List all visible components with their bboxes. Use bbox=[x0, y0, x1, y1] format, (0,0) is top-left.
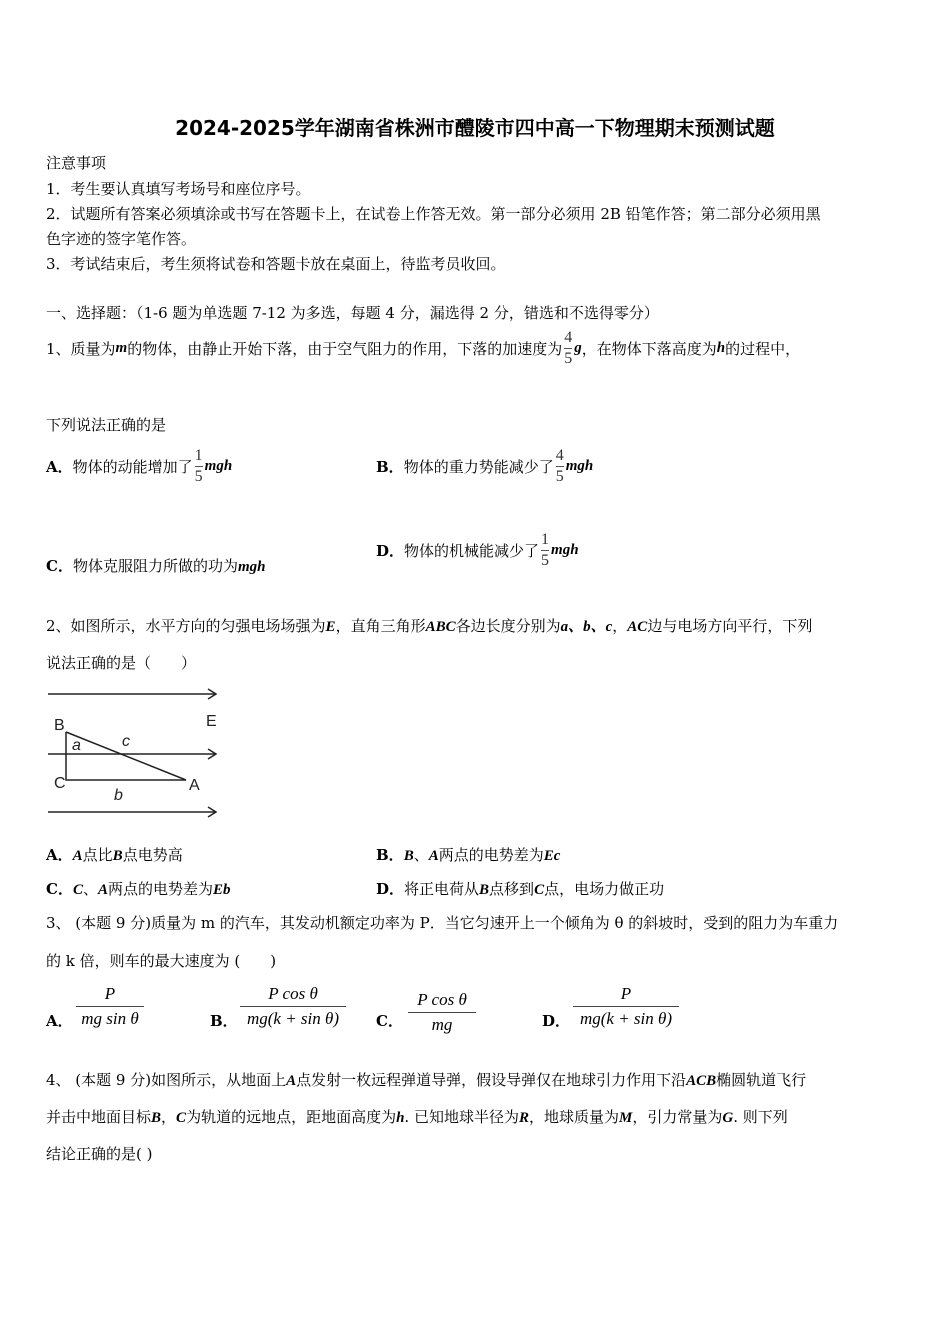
label-C: C bbox=[54, 775, 66, 792]
q2-option-b[interactable]: B．B、A两点的电势差为Ec bbox=[376, 846, 561, 864]
section-heading: 一、选择题：（1-6 题为单选题 7-12 为多选，每题 4 分，漏选得 2 分，错选和不选得零分） bbox=[46, 304, 659, 322]
notice-item-2-cont: 色字迹的签字笔作答。 bbox=[46, 230, 197, 248]
question-4-stem-cont: 并击中地面目标B，C为轨道的远地点，距地面高度为h. 已知地球半径为R，地球质量为M，引力常量为G. 则下列 bbox=[46, 1108, 788, 1126]
q3-option-c-fraction[interactable]: P cos θ mg bbox=[408, 990, 476, 1035]
q2-option-a[interactable]: A．A点比B点电势高 bbox=[46, 846, 183, 864]
question-2-stem: 2、如图所示，水平方向的匀强电场场强为E，直角三角形ABC各边长度分别为a、b、c，AC边与电场方向平行，下列 bbox=[46, 617, 813, 635]
question-1-stem-cont: 下列说法正确的是 bbox=[46, 416, 167, 434]
q3-option-c-label[interactable]: C． bbox=[376, 1012, 403, 1030]
q1-option-b[interactable]: B． 物体的重力势能减少了 $\frac{4}{5}$ mgh bbox=[376, 447, 594, 485]
q2-option-d[interactable]: D．将正电荷从B点移到C点，电场力做正功 bbox=[376, 880, 665, 898]
q1-option-d[interactable]: D． 物体的机械能减少了 $\frac{1}{5}$ mgh bbox=[376, 531, 579, 569]
electric-field-triangle-figure bbox=[46, 682, 226, 822]
question-3-stem-cont: 的 k 倍，则车的最大速度为 ( ) bbox=[46, 952, 277, 970]
page-title: 2024-2025学年湖南省株洲市醴陵市四中高一下物理期末预测试题 bbox=[175, 116, 775, 140]
fraction: $\frac{4}{5}$ bbox=[564, 329, 573, 367]
q1-option-c[interactable]: C．物体克服阻力所做的功为mgh bbox=[46, 557, 266, 575]
notice-heading: 注意事项 bbox=[46, 154, 107, 172]
question-3-stem: 3、 (本题 9 分)质量为 m 的汽车，其发动机额定功率为 P．当它匀速开上一个倾角为 θ 的斜坡时，受到的阻力为车重力 bbox=[46, 914, 839, 932]
label-c: c bbox=[122, 733, 130, 750]
notice-item-2: 2．试题所有答案必须填涂或书写在答题卡上，在试卷上作答无效。第一部分必须用 2B 铅笔作答；第二部分必须用黑 bbox=[46, 205, 821, 223]
notice-item-3: 3．考试结束后，考生须将试卷和答题卡放在桌面上，待监考员收回。 bbox=[46, 255, 506, 273]
question-4-stem: 4、 (本题 9 分)如图所示，从地面上A点发射一枚远程弹道导弹，假设导弹仅在地球引力作用下沿ACB椭圆轨道飞行 bbox=[46, 1071, 807, 1089]
label-E: E bbox=[206, 713, 217, 730]
q3-option-a-fraction[interactable]: P mg sin θ bbox=[76, 984, 144, 1029]
q3-option-d-fraction[interactable]: P mg(k + sin θ) bbox=[573, 984, 679, 1029]
question-1-stem: 1、质量为 m 的物体，由静止开始下落，由于空气阻力的作用，下落的加速度为 $\frac{4}{5}$ g ，在物体下落高度为 h 的过程中， bbox=[46, 329, 801, 367]
label-a: a bbox=[72, 737, 81, 754]
q2-option-c[interactable]: C．C、A两点的电势差为Eb bbox=[46, 880, 231, 898]
question-2-stem-cont: 说法正确的是（ ） bbox=[46, 654, 197, 672]
notice-item-1: 1．考生要认真填写考场号和座位序号。 bbox=[46, 180, 311, 198]
q3-option-b-fraction[interactable]: P cos θ mg(k + sin θ) bbox=[240, 984, 346, 1029]
q3-option-b-label[interactable]: B． bbox=[210, 1012, 238, 1030]
q3-option-d-label[interactable]: D． bbox=[542, 1012, 571, 1030]
q1-option-a[interactable]: A． 物体的动能增加了 $\frac{1}{5}$ mgh bbox=[46, 447, 233, 485]
q3-option-a-label[interactable]: A． bbox=[46, 1012, 73, 1030]
label-A: A bbox=[189, 777, 200, 794]
question-4-stem-end: 结论正确的是( ) bbox=[46, 1145, 153, 1163]
label-b: b bbox=[114, 787, 123, 804]
label-B: B bbox=[54, 717, 65, 734]
